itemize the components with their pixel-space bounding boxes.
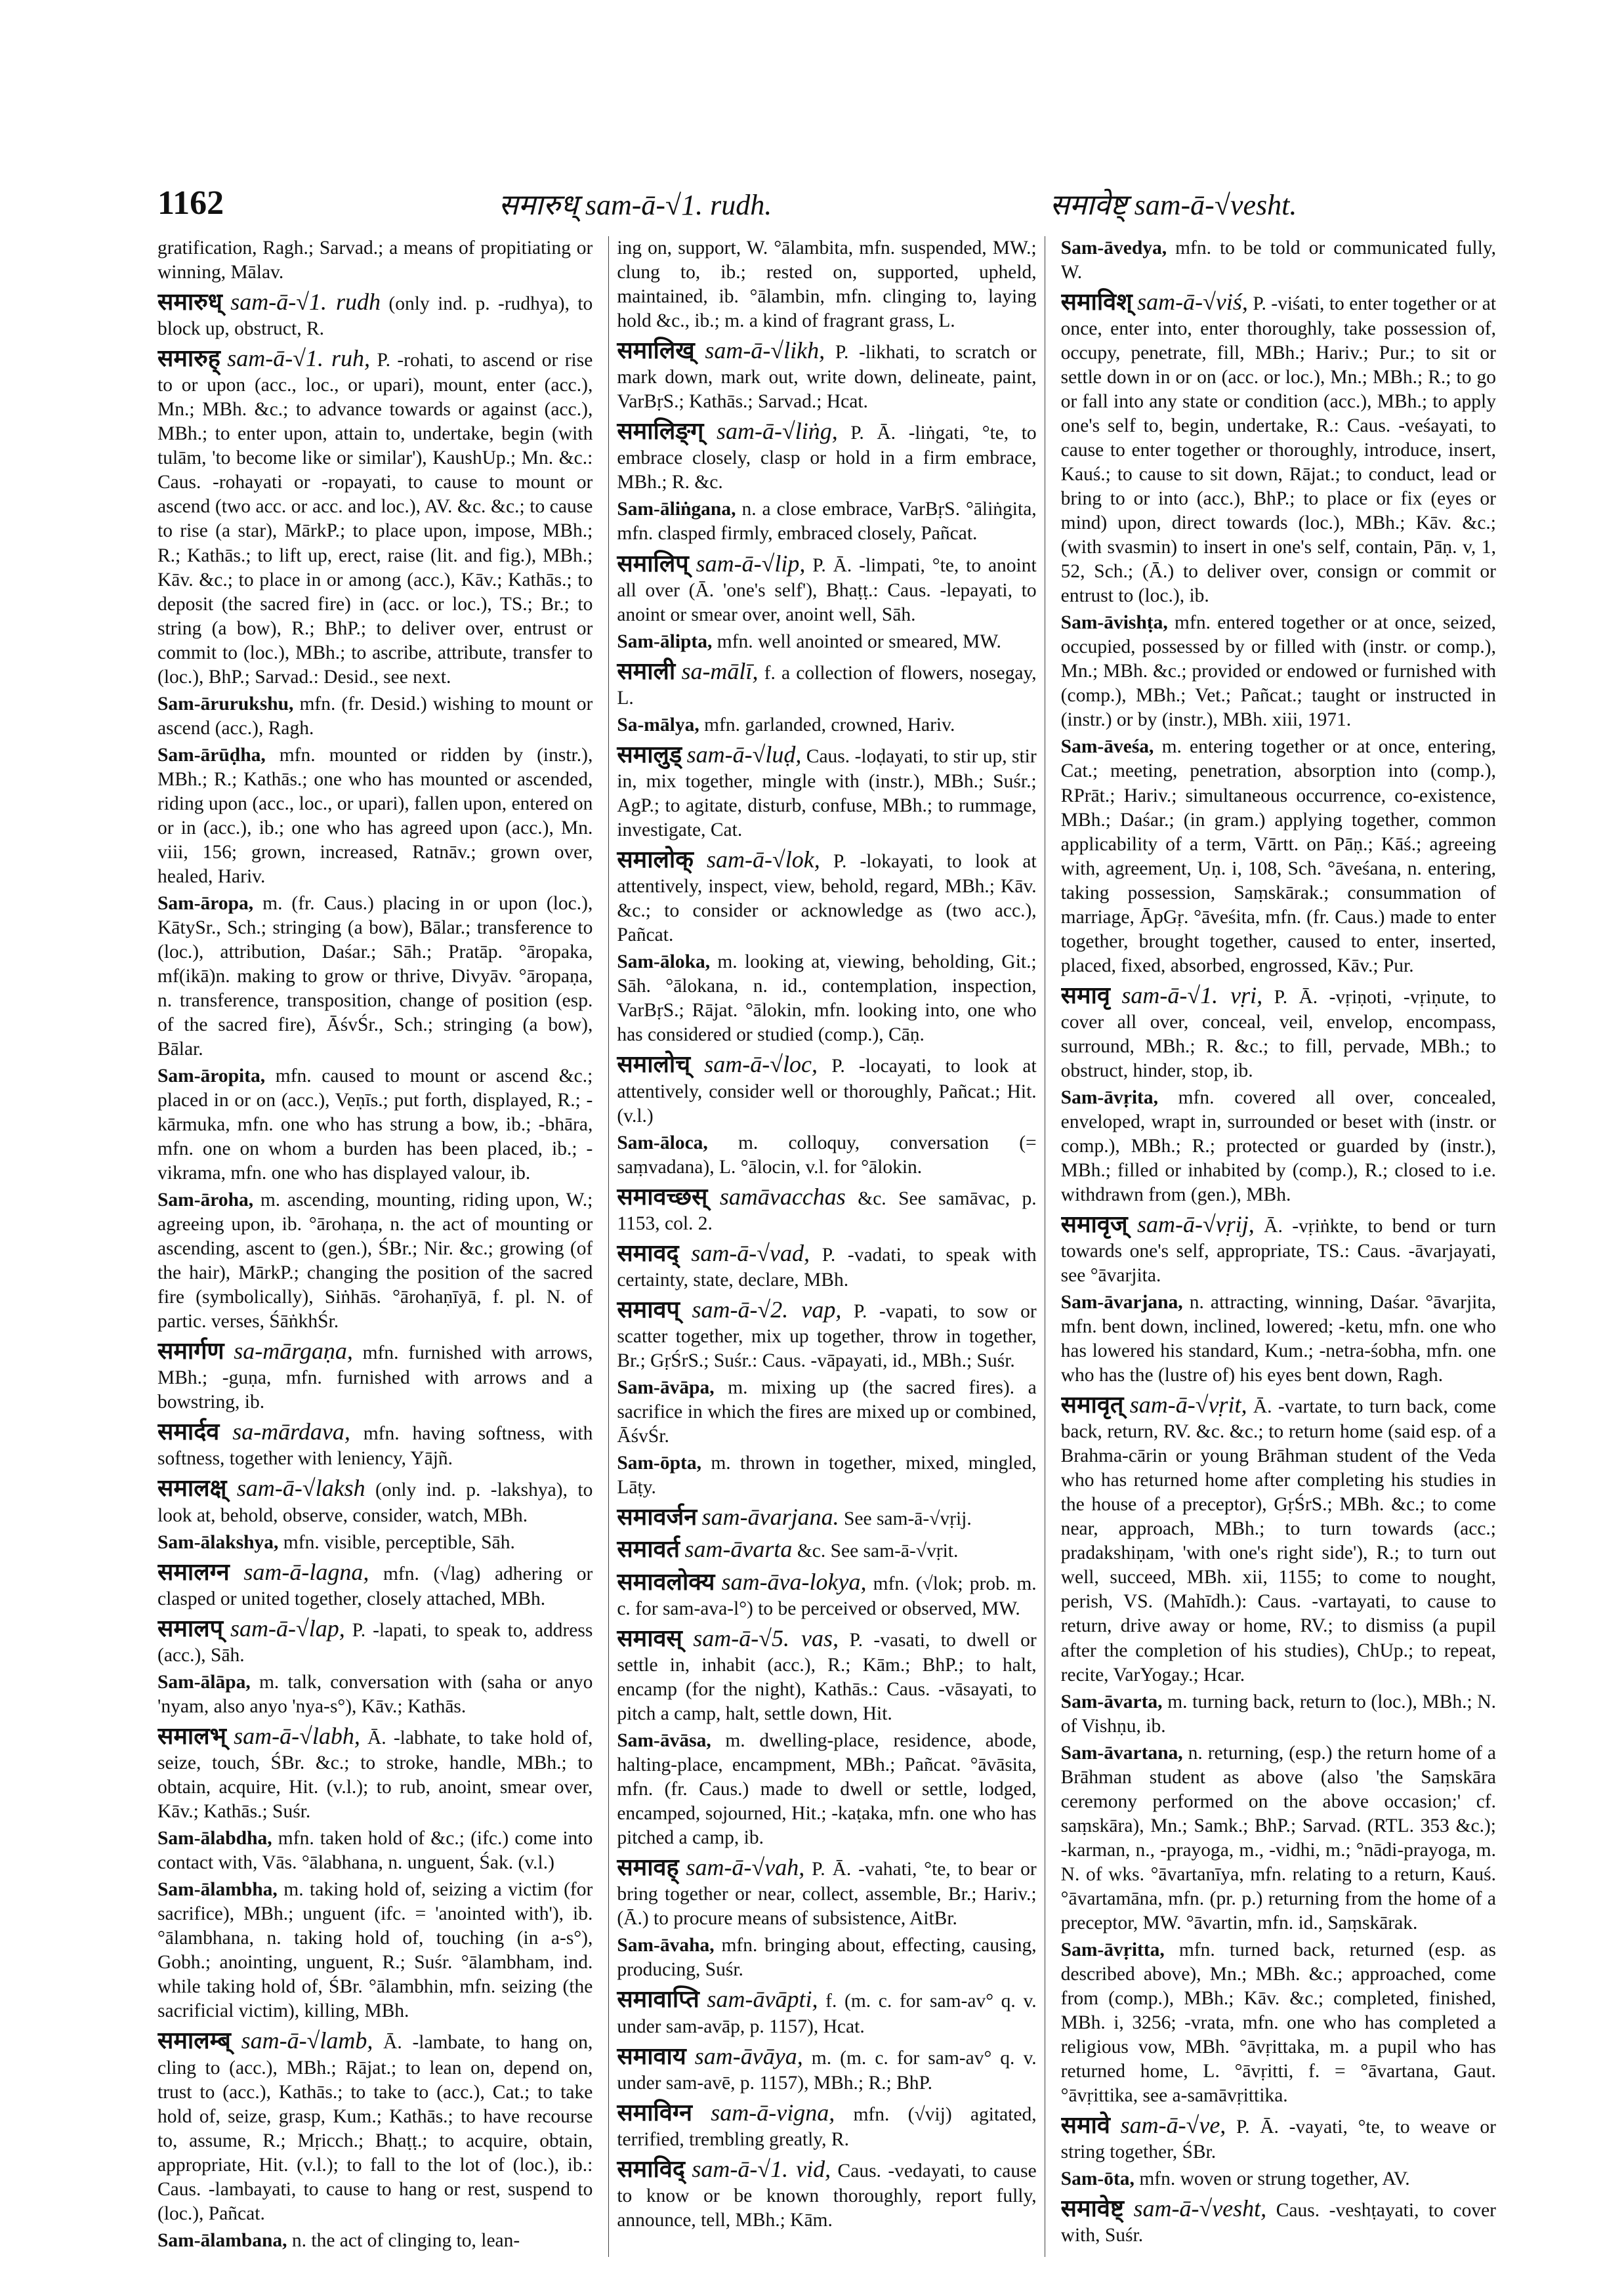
entry-definition: n. returning, (esp.) the return home of a Brāhman student as above (also 'the Saṃskāra ceremony performed on the above occasion;' cf. saṃskāra), Mn.; Samk.; BhP.; Sarvad. (RTL. 353 &c.); -karman, n., -prayoga, m., -vidhi, m.; °nādi-prayoga, m. N. of wks. °āvartanīya, mfn. relating to a return, Kauś. °āvartamāna, mfn. (pr. p.) returning from the home of a preceptor, MW. °āvartin, mfn. id., Saṃskārak. [1060, 1742, 1496, 1933]
headword: Sam-āvartana, [1060, 1742, 1183, 1764]
headword-devanagari: समाविद् [617, 2155, 685, 2182]
entry-definition: m. looking at, viewing, beholding, Git.; Sāh. °ālokana, n. id., contemplation, inspection, VarBṛS.; Rājat. °ālokin, mfn. looking into, one who has considered or studied (comp.), Cāṇ. [617, 951, 1037, 1046]
entry-definition: Caus. -veshṭayati, to cover with, Suśr. [1060, 2200, 1496, 2246]
entry-definition: Ā. -vṛiṅkte, to bend or turn towards one's self, appropriate, TS.: Caus. -āvarjayati, see °āvarjita. [1060, 1215, 1496, 1287]
right-running-head: समावेष्ट् sam-ā-√vesht. [1050, 189, 1297, 221]
column-right [1061, 236, 1496, 2257]
headword-transliteration: sam-ā-√lok, [707, 846, 820, 873]
headword-transliteration: sam-ā-√labh, [234, 1723, 360, 1749]
dictionary-entry [157, 1670, 593, 1719]
entry-definition: mfn. having softness, with softness, together with leniency, Yājñ. [157, 1423, 593, 1470]
headword-transliteration: sam-ā-√1. vid, [692, 2155, 831, 2182]
dictionary-entry [617, 950, 1036, 1047]
headword-transliteration: sa-mārgaṇa, [234, 1338, 353, 1364]
headword: Sa-mālya, [617, 714, 699, 735]
entry-definition: (only ind. p. -rudhya), to block up, obstruct, R. [157, 293, 593, 340]
headword: Sam-āvedya, [1060, 238, 1167, 258]
entry-definition: n. the act of clinging to, lean- [291, 2229, 520, 2251]
headword-devanagari: समालोच् [617, 1051, 691, 1078]
column-left [157, 236, 593, 2257]
dictionary-entry [1061, 1741, 1496, 1935]
headword-transliteration: sam-ā-√vad, [691, 1239, 810, 1266]
headword-transliteration: sam-ā-vigna, [711, 2099, 835, 2126]
dictionary-entry [1061, 1390, 1496, 1687]
entry-definition: P. -lapati, to speak to, address (acc.), Sāh. [157, 1619, 593, 1666]
headword-transliteration: sam-ā-√laksh [236, 1475, 365, 1502]
headword: Sam-āvishṭa, [1060, 612, 1168, 634]
entry-definition: P. Ā. -vṛiṇoti, -vṛiṇute, to cover all over, conceal, veil, envelop, encompass, surround, MBh.; R. &c.; to fill, pervade, MBh.; to obstruct, hinder, stop, ib. [1060, 986, 1496, 1081]
entry-definition: P. -vasati, to dwell or settle in, inhabit (acc.), R.; Kām.; BhP.; to halt, encamp (for the night), Kathās.: Caus. -vāsayati, to pitch a camp, halt, settle down, Hit. [617, 1629, 1037, 1725]
entry-definition: P. -viśati, to enter together or at once, enter into, enter thoroughly, take possession of, occupy, penetrate, fill, MBh.; Hariv.; Pur.; to sit or settle down in or on (acc. or loc.), Mn.; MBh.; R.; to go or fall into any state or condition (acc.), MBh.; to apply one's self to, begin, undertake, R.: Caus. -veśayati, to cause to enter together or thoroughly, introduce, insert, Kauś.; to cause to sit down, Rājat.; to conduct, lead or bring to or into (acc.), BhP.; to place or fix (eyes or mind) upon, direct towards (loc.), MBh.; Kāv. &c.; (with svasmin) to insert in one's self, contain, Pāṇ. v, 1, 52, Sch.; (Ā.) to deliver over, consign or commit or entrust to (loc.), ib. [1060, 293, 1496, 607]
entry-definition: P. -rohati, to ascend or rise to or upon (acc., loc., or upari), mount, enter (acc.), Mn.; MBh. &c.; to advance towards or against (acc.), MBh.; to enter upon, attain to, undertake, begin (with tulām, 'to become like or similar'), KaushUp.; Mn. &c.: Caus. -rohayati or -ropayati, to cause to mount or ascend (two acc. or acc. and loc.), AV. &c. &c.; to cause to rise (a star), MārkP.; to place upon, impose, MBh.; R.; Kathās.; to lift up, erect, raise (lit. and fig.), MBh.; Kāv. &c.; to place in or among (acc.), Kāv.; Kathās.; to deposit (the sacred fire) in (acc. or loc.), TS.; Br.; to string (a bow), R.; BhP.; to deliver over, entrust or commit to (loc.), MBh.; to ascribe, attribute, transfer to (loc.), BhP.; Sarvad.: Desid., see next. [157, 350, 593, 688]
headword-transliteration: sam-āvāpti, [707, 1986, 818, 2013]
dictionary-entry [1061, 2167, 1496, 2191]
headword-devanagari: समावद् [617, 1239, 679, 1266]
headword-devanagari: समावर्त [617, 1536, 680, 1563]
dictionary-entry [617, 1131, 1036, 1180]
dictionary-entry [617, 1050, 1036, 1128]
dictionary-entry [617, 549, 1036, 627]
headword: Sam-āveśa, [1060, 736, 1154, 758]
entry-definition: mfn. entered together or at once, seized, occupied, possessed by or filled with (instr. or comp.), Mn.; MBh. &c.; provided or endowed or furnished with (comp.), MBh.; Vet.; Pañcat.; taught or instructed in (instr.) or by (instr.), MBh. xiii, 1971. [1060, 612, 1496, 731]
headword: Sam-āloka, [617, 951, 711, 973]
dictionary-entry [617, 1182, 1036, 1236]
entry-definition: gratification, Ragh.; Sarvad.; a means of propitiating or winning, Mālav. [157, 238, 593, 283]
dictionary-entry [157, 287, 593, 341]
headword: Sam-āvāpa, [617, 1377, 715, 1399]
dictionary-entry [157, 1188, 593, 1334]
headword: Sam-āropa, [157, 892, 254, 914]
dictionary-entry [1061, 735, 1496, 978]
dictionary-entry [617, 845, 1036, 947]
headword-transliteration: sa-mārdava, [232, 1418, 350, 1445]
dictionary-entry [157, 2229, 593, 2253]
dictionary-entry [157, 1064, 593, 1186]
headword-transliteration: sam-āva-lokya, [721, 1568, 867, 1595]
headword-transliteration: sam-ā-√lamb, [241, 2027, 373, 2054]
entry-definition: Ā. -labhate, to take hold of, seize, touch, ŚBr. &c.; to stroke, handle, MBh.; to obtain, acquire, Hit. (v.l.); to rub, anoint, smear over, Kāv.; Kathās.; Suśr. [157, 1727, 593, 1823]
entry-definition: mfn. caused to mount or ascend &c.; placed in or on (acc.), Veṇīs.; put forth, displayed, R.; -kārmuka, mfn. one who has strung a bow, ib.; -bhāra, mfn. one on whom a burden has been placed, ib.; -vikrama, mfn. one who has displayed valour, ib. [157, 1065, 593, 1184]
headword-devanagari: समालक्ष् [157, 1475, 227, 1502]
headword: Sam-ōpta, [617, 1453, 701, 1474]
headword-devanagari: समाविग्न [617, 2099, 692, 2126]
entry-definition: &c. See sam-ā-√vṛit. [797, 1540, 959, 1562]
dictionary-entry [617, 1729, 1036, 1850]
entry-definition: mfn. (√lag) adhering or clasped or united together, closely attached, MBh. [157, 1563, 593, 1609]
dictionary-entry [157, 1474, 593, 1527]
headword: Sam-ālakshya, [157, 1531, 279, 1553]
headword-devanagari: समारुह् [157, 345, 220, 372]
entry-definition: mfn. covered all over, concealed, enveloped, wrapt in, surrounded or beset with (instr. or comp.), MBh.; R.; protected or guarded by (instr.), MBh.; filled or inhabited by (comp.), R.; closed to i.e. withdrawn from (gen.), MBh. [1060, 1086, 1496, 1205]
dictionary-entry [157, 1558, 593, 1611]
dictionary-entry [157, 2026, 593, 2225]
entry-definition: P. -locayati, to look at attentively, consider well or thoroughly, Pañcat.; Hit. (v.l.) [617, 1056, 1037, 1127]
dictionary-entry [1061, 981, 1496, 1083]
dictionary-entry [157, 1614, 593, 1668]
headword-devanagari: समावृ [1060, 982, 1110, 1008]
dictionary-entry [617, 657, 1036, 711]
page-header [157, 177, 1496, 230]
headword-devanagari: समालोक् [617, 846, 694, 873]
headword-devanagari: समार्गण [157, 1338, 224, 1364]
dictionary-entry [617, 2155, 1036, 2233]
dictionary-entry [617, 1502, 1036, 1532]
headword: Sam-āvarjana, [1060, 1292, 1183, 1313]
column-middle [608, 236, 1045, 2257]
headword-devanagari: समाली [617, 657, 676, 684]
headword: Sam-āliṅgana, [617, 499, 736, 520]
headword: Sam-āvṛita, [1060, 1086, 1158, 1108]
headword-transliteration: sam-ā-√vah, [686, 1854, 805, 1881]
headword-devanagari: समावाय [617, 2042, 686, 2069]
headword: Sam-āvṛitta, [1060, 1939, 1165, 1960]
entry-definition: Ā. -vartate, to turn back, come back, return, RV. &c. &c.; to return home (said esp. of a Brahma-cārin or young Brāhman student of the Veda who has returned home after completing his studies in the house of a preceptor), GṛŚrS.; MBh. &c.; to come near, approach, MBh.; to turn towards (acc.; pradakshiṇam, 'with one's right side'), R.; to turn out well, succeed, MBh. xii, 1155; to come to nought, perish, VS. (Mahīdh.): Caus. -vartayati, to cause to return, drive away or home, RV.; to dismiss (a pupil after the completion of his studies), ChUp.; to repeat, recite, VarYogay.; Hcar. [1060, 1396, 1496, 1685]
entry-definition: Caus. -vedayati, to cause to know or be known thoroughly, report fully, announce, tell, MBh.; Kām. [617, 2160, 1037, 2231]
headword-devanagari: समावप् [617, 1296, 680, 1323]
dictionary-entry [1061, 236, 1496, 285]
headword: Sam-āvāsa, [617, 1730, 711, 1752]
headword-transliteration: sam-ā-lagna, [243, 1558, 369, 1585]
entry-definition: (only ind. p. -lakshya), to look at, behold, observe, consider, watch, MBh. [157, 1479, 593, 1526]
headword: Sam-āloca, [617, 1132, 708, 1153]
dictionary-entry [617, 1624, 1036, 1726]
headword-devanagari: समालिङ्ग् [617, 418, 704, 445]
dictionary-entry [617, 1567, 1036, 1621]
headword-devanagari: समावृत् [1060, 1392, 1124, 1418]
dictionary-entry [157, 1878, 593, 2023]
dictionary-entry [617, 1933, 1036, 1982]
entry-definition: m. dwelling-place, residence, abode, halting-place, encampment, MBh.; Pañcat. °āvāsita, mfn. (fr. Caus.) made to dwell or settle, lodged, encamped, sojourned, Hit.; -kaṭaka, mfn. one who has pitched a camp, ib. [617, 1730, 1037, 1849]
dictionary-entry [617, 1853, 1036, 1931]
entry-definition: &c. See samāvac, p. 1153, col. 2. [617, 1188, 1037, 1234]
dictionary-entry [617, 1295, 1036, 1373]
dictionary-entry [617, 497, 1036, 546]
entry-definition: n. attracting, winning, Daśar. °āvarjita, mfn. bent down, inclined, lowered; -ketu, mfn. one who has lowered his standard, Kum.; -netra-śobha, mfn. one who has the (lustre of) his eyes bent down, Ragh. [1060, 1292, 1496, 1386]
dictionary-entry [617, 336, 1036, 414]
dictionary-entry [617, 417, 1036, 495]
entry-definition: mfn. (√lok; prob. m. c. for sam-ava-l°) to be perceived or observed, MW. [617, 1573, 1037, 1619]
dictionary-entry [157, 1336, 593, 1415]
headword-devanagari: समावह् [617, 1854, 679, 1881]
dictionary-entry [617, 1535, 1036, 1564]
headword-transliteration: sam-ā-√liṅg, [717, 418, 838, 445]
entry-definition: P. -lokayati, to look at attentively, inspect, view, behold, regard, MBh.; Kāv. &c.; to consider or acknowledge as (two acc.), Pañcat. [617, 851, 1037, 946]
entry-definition: P. -vadati, to speak with certainty, state, declare, MBh. [617, 1244, 1037, 1291]
entry-definition: P. Ā. -liṅgati, °te, to embrace closely, clasp or hold in a firm embrace, MBh.; R. &c. [617, 423, 1037, 493]
entry-definition: m. turning back, return to (loc.), MBh.; N. of Vishṇu, ib. [1060, 1691, 1496, 1737]
entry-definition: P. -vapati, to sow or scatter together, mix up together, throw in together, Br.; GṛŚrS.; Suśr.: Caus. -vāpayati, id., MBh.; Suśr. [617, 1301, 1037, 1372]
headword: Sam-ārurukshu, [157, 693, 294, 714]
entry-definition: mfn. mounted or ridden by (instr.), MBh.; R.; Kathās.; one who has mounted or ascended, riding upon (acc., loc., or upari), fallen upon, entered on or in (acc.), ib.; one who has agreed upon (acc.), Mn. viii, 156; grown, increased, Ratnāv.; grown over, healed, Hariv. [157, 744, 593, 887]
entry-definition: m. talk, conversation with (saha or anyo 'nyam, also anyo 'nya-s°), Kāv.; Kathās. [157, 1671, 593, 1717]
entry-definition: P. Ā. -vahati, °te, to bear or bring together or near, collect, assemble, Br.; Hariv.; (Ā.) to procure means of subsistence, AitBr. [617, 1859, 1037, 1930]
entry-definition: mfn. furnished with arrows, MBh.; -guṇa, mfn. furnished with arrows and a bowstring, ib. [157, 1342, 593, 1413]
dictionary-entry [617, 2042, 1036, 2096]
dictionary-entry [157, 692, 593, 741]
headword-devanagari: समावर्जन [617, 1504, 697, 1531]
entry-definition: m. mixing up (the sacred fires). a sacrifice in which the fires are mixed up or combined, ĀśvŚr. [617, 1377, 1037, 1447]
headword: Sam-āroha, [157, 1189, 254, 1210]
entry-definition: P. Ā. -vayati, °te, to weave or string together, ŚBr. [1060, 2116, 1496, 2162]
entry-definition: m. thrown in together, mixed, mingled, Lāṭy. [617, 1453, 1037, 1499]
dictionary-entry [617, 236, 1036, 333]
headword-devanagari: समालग्न [157, 1558, 230, 1585]
headword-transliteration: sam-āvarjana. [701, 1504, 839, 1531]
dictionary-entry [157, 1417, 593, 1471]
dictionary-entry [617, 2098, 1036, 2152]
entry-definition: m. taking hold of, seizing a victim (for sacrifice), MBh.; unguent (ifc. = 'anointed with'), ib. °ālambhana, n. taking hold of, touching (in a-s°), Gobh.; anointing, unguent, R.; Suśr. °ālambham, ind. while taking hold of, ŚBr. °ālambhin, mfn. seizing (the sacrificial victim), killing, MBh. [157, 1879, 593, 2022]
dictionary-entry [1061, 287, 1496, 608]
dictionary-entry [617, 1376, 1036, 1449]
dictionary-entry [1061, 2194, 1496, 2248]
headword-transliteration: sam-ā-√1. ruh, [227, 345, 371, 372]
headword-devanagari: समावस् [617, 1624, 682, 1651]
headword: Sam-ārūḍha, [157, 744, 266, 766]
entry-definition: See sam-ā-√vṛij. [843, 1508, 972, 1530]
dictionary-entry [617, 1239, 1036, 1292]
dictionary-entry [617, 630, 1036, 654]
dictionary-entry [157, 1722, 593, 1824]
headword: Sam-ālambha, [157, 1879, 278, 1901]
headword-devanagari: समालप् [157, 1615, 224, 1642]
headword-transliteration: sam-ā-√viś, [1137, 289, 1248, 316]
headword-transliteration: sam-ā-√likh, [705, 337, 825, 364]
entry-definition: mfn. bringing about, effecting, causing, producing, Suśr. [617, 1935, 1037, 1981]
dictionary-entry [1061, 1210, 1496, 1288]
entry-definition: f. a collection of flowers, nosegay, L. [617, 662, 1037, 709]
entry-definition: ing on, support, W. °ālambita, mfn. suspended, MW.; clung to, ib.; rested on, supported, upheld, maintained, ib. °ālambin, mfn. clinging to, laying hold &c., ib.; m. a kind of fragrant grass, L. [617, 238, 1037, 332]
entry-definition: m. (m. c. for sam-av° q. v. under sam-avē, p. 1157), MBh.; R.; BhP. [617, 2047, 1037, 2094]
entry-definition: Ā. -lambate, to hang on, cling to (acc.), MBh.; Rājat.; to lean on, depend on, trust to (acc.), Kathās.; to take to (acc.), Cat.; to take hold of, seize, grasp, Kum.; Kathās.; to have recourse to, assume, R.; Mṛicch.; Bhaṭṭ.; to acquire, obtain, appropriate, Hit. (v.l.); to fall to the lot of (loc.), ib.: Caus. -lambayati, to cause to hang or rest, suspend to (loc.), Pañcat. [157, 2032, 593, 2224]
dictionary-entry [1061, 2111, 1496, 2164]
dictionary-entry [1061, 1086, 1496, 1207]
headword-transliteration: sam-āvarta [684, 1536, 793, 1563]
headword-devanagari: समावे [1060, 2111, 1110, 2138]
headword-devanagari: समावाप्ति [617, 1986, 699, 2013]
headword-transliteration: sam-ā-√vesht, [1133, 2195, 1267, 2222]
headword-devanagari: समावृज् [1060, 1210, 1128, 1237]
dictionary-entry [157, 1531, 593, 1555]
headword: Sam-ōta, [1060, 2168, 1135, 2189]
left-running-head: समारुध् sam-ā-√1. rudh. [499, 189, 772, 221]
dictionary-entry [617, 1985, 1036, 2038]
entry-definition: mfn. visible, perceptible, Sāh. [283, 1531, 515, 1553]
headword: Sam-ālipta, [617, 631, 713, 652]
headword: Sam-āvaha, [617, 1935, 715, 1956]
headword-transliteration: sam-ā-√ve, [1120, 2111, 1226, 2138]
entry-definition: mfn. turned back, returned (esp. as described above), Mn.; MBh. &c.; approached, come from (comp.), MBh.; Kāv. &c.; completed, finished, MBh. i, 3256; -vrata, mfn. one who has completed a religious vow, MBh. °āvṛittaka, m. a pupil who has returned home, L. °āvṛitti, f. = °āvartana, Gaut. °āvṛittika, see a-samāvṛittika. [1060, 1939, 1496, 2106]
headword-transliteration: sam-ā-√5. vas, [693, 1624, 839, 1651]
headword-devanagari: समालम्ब् [157, 2027, 231, 2054]
headword: Sam-ālambana, [157, 2229, 287, 2251]
headword-devanagari: समावच्छस् [617, 1183, 708, 1210]
dictionary-entry [1061, 1690, 1496, 1739]
headword-devanagari: समावेष्ट् [1060, 2195, 1124, 2222]
dictionary-entry [157, 743, 593, 889]
headword-devanagari: समालिप् [617, 550, 689, 577]
entry-definition: mfn. woven or strung together, AV. [1139, 2168, 1410, 2189]
dictionary-entry [1061, 1291, 1496, 1388]
entry-definition: Caus. -loḍayati, to stir up, stir in, mix together, mingle with (instr.), MBh.; Suśr.; AgP.; to agitate, disturb, confuse, MBh.; to rummage, investigate, Cat. [617, 745, 1037, 841]
headword-devanagari: समालुड् [617, 741, 682, 768]
headword-devanagari: समावलोक्य [617, 1568, 715, 1595]
headword: Sam-ālabdha, [157, 1828, 272, 1850]
entry-definition: m. colloquy, conversation (= saṃvadana), L. °ālocin, v.l. for °ālokin. [617, 1132, 1037, 1178]
headword-transliteration: samāvacchas [719, 1183, 846, 1210]
entry-definition: m. (fr. Caus.) placing in or upon (loc.), KātySr., Sch.; stringing (a bow), Bālar.; transference to (loc.), attribution, Daśar.; Sāh.; Pratāp. °āropaka, mf(ikā)n. making to grow or thrive, Divyāv. °āropaṇa, n. transference, transposition, change of position (esp. of the sacred fire), ĀśvŚr., Sch.; stringing (a bow), Bālar. [157, 892, 593, 1060]
headword: Sam-ālāpa, [157, 1671, 251, 1693]
headword-transliteration: sam-ā-√vṛit, [1129, 1392, 1247, 1418]
entry-definition: P. -likhati, to scratch or mark down, mark out, write down, delineate, paint, VarBṛS.; Kathās.; Sarvad.; Hcat. [617, 342, 1037, 413]
entry-definition: mfn. (√vij) agitated, terrified, trembling greatly, R. [617, 2103, 1037, 2150]
dictionary-entry [617, 740, 1036, 842]
entry-definition: mfn. garlanded, crowned, Hariv. [704, 714, 955, 735]
dictionary-entry [157, 344, 593, 689]
dictionary-entry [617, 1451, 1036, 1500]
headword: Sam-āropita, [157, 1065, 266, 1086]
entry-definition: m. entering together or at once, entering, Cat.; meeting, penetration, absorption into (comp.), RPrāt.; Hariv.; simultaneous occurrence, co-existence, MBh.; Daśar.; (in gram.) applying together, common applicability of a term, Vārtt. on Pāṇ.; Kāś.; agreeing with, agreement, Uṇ. i, 108, Sch. °āveśana, n. entering, taking possession, Saṃskārak.; consummation of marriage, ĀpGṛ. °āveśita, mfn. (fr. Caus.) made to enter together, brought together, caused to enter, inserted, placed, fixed, absorbed, engrossed, Kāv.; Pur. [1060, 736, 1496, 976]
entry-definition: n. a close embrace, VarBṛS. °āliṅgita, mfn. clasped firmly, embraced closely, Pañcat. [617, 499, 1037, 545]
page-number: 1162 [157, 184, 224, 222]
headword-transliteration: sam-ā-√lip, [696, 550, 806, 577]
headword-transliteration: sam-āvāya, [694, 2042, 803, 2069]
entry-definition: m. ascending, mounting, riding upon, W.; agreeing upon, ib. °ārohaṇa, n. the act of mounting or ascending, ascent to (gen.), ŚBr.; Nir. &c.; growing (of the hair), MārkP.; changing the position of the sacred fire (symbolically), Siṅhās. °ārohaṇīyā, f. pl. N. of partic. verses, ŚāṅkhŚr. [157, 1189, 593, 1332]
headword-devanagari: समारुध् [157, 289, 222, 316]
headword-transliteration: sa-mālī, [681, 657, 759, 684]
headword-transliteration: sam-ā-√vṛij, [1137, 1210, 1255, 1237]
headword: Sam-āvarta, [1060, 1691, 1163, 1712]
headword-transliteration: sam-ā-√1. vṛi, [1121, 982, 1263, 1008]
entry-definition: f. (m. c. for sam-av° q. v. under sam-avāp, p. 1157), Hcat. [617, 1991, 1037, 2037]
dictionary-entry [1061, 611, 1496, 732]
dictionary-entry [157, 1827, 593, 1875]
entry-definition: mfn. (fr. Desid.) wishing to mount or ascend (acc.), Ragh. [157, 693, 593, 739]
headword-transliteration: sam-ā-√luḍ, [686, 741, 802, 768]
headword-transliteration: sam-ā-√2. vap, [692, 1296, 842, 1323]
dictionary-entry [157, 236, 593, 285]
dictionary-entry [157, 892, 593, 1062]
headword-devanagari: समालभ् [157, 1723, 226, 1749]
dictionary-entry [1061, 1938, 1496, 2108]
columns [157, 236, 1496, 2257]
entry-definition: mfn. taken hold of &c.; (ifc.) come into contact with, Vās. °ālabhana, n. unguent, Śak. (v.l.) [157, 1828, 593, 1874]
headword-devanagari: समार्दव [157, 1418, 220, 1445]
entry-definition: P. Ā. -limpati, °te, to anoint all over (Ā. 'one's self'), Bhaṭṭ.: Caus. -lepayati, to anoint or smear over, anoint well, Sāh. [617, 554, 1037, 625]
headword-devanagari: समालिख् [617, 337, 695, 364]
headword-transliteration: sam-ā-√loc, [704, 1051, 818, 1078]
dictionary-entry [617, 713, 1036, 737]
headword-devanagari: समाविश् [1060, 289, 1133, 316]
entry-definition: mfn. to be told or communicated fully, W. [1060, 238, 1496, 283]
headword-transliteration: sam-ā-√1. rudh [230, 289, 381, 316]
headword-transliteration: sam-ā-√lap, [230, 1615, 345, 1642]
entry-definition: mfn. well anointed or smeared, MW. [717, 631, 1001, 652]
